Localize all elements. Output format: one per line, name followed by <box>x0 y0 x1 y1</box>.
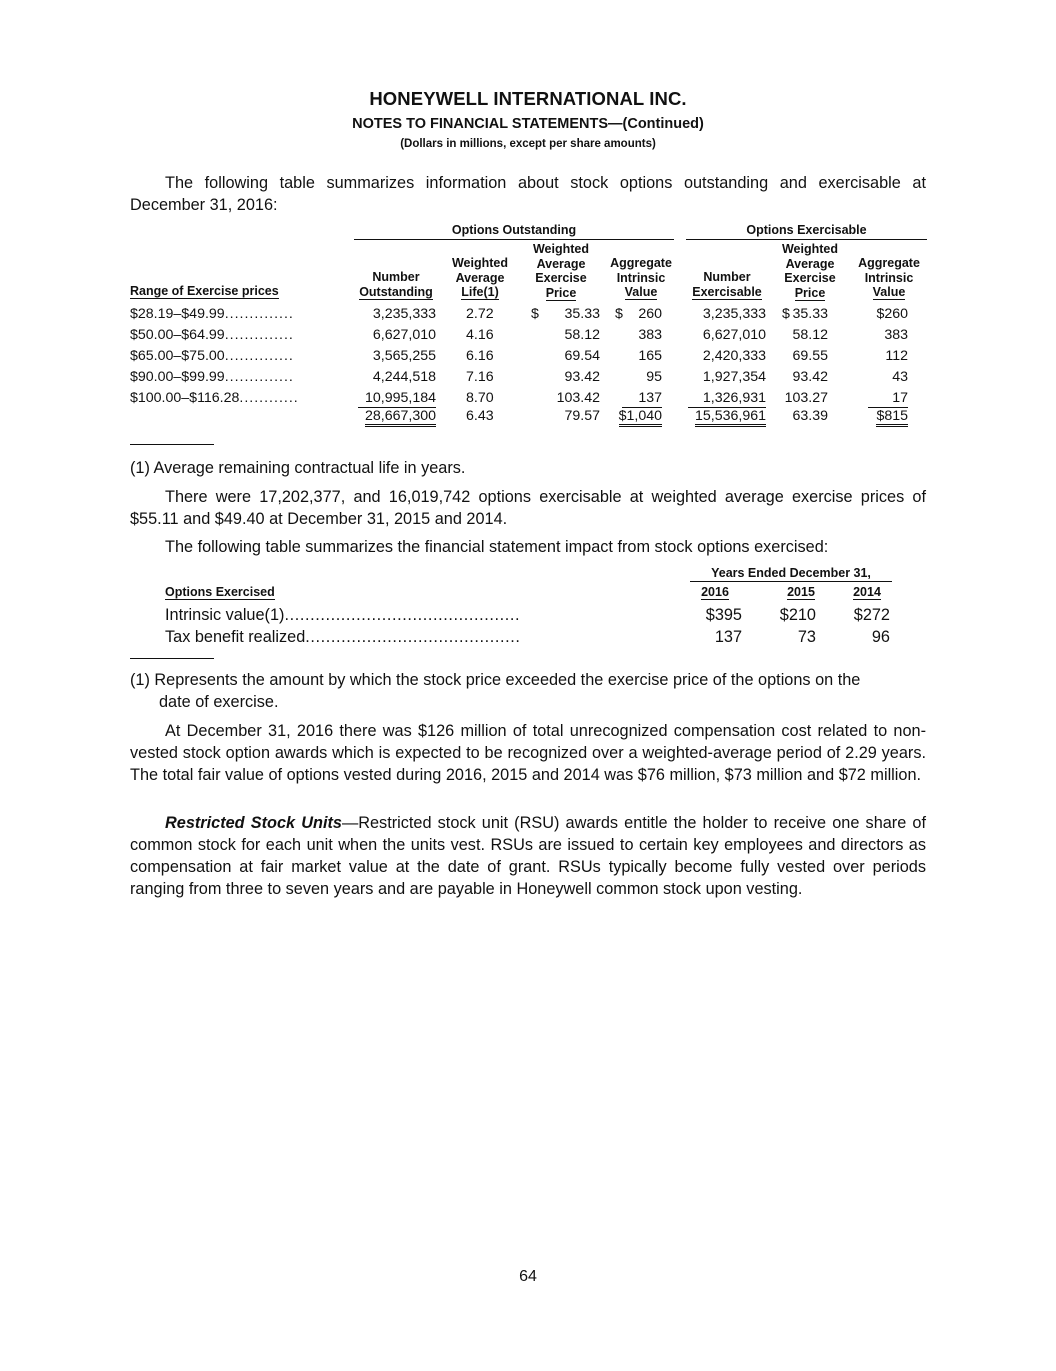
row-ex-price: 69.55 <box>792 348 828 364</box>
col-header-out-value <box>608 256 674 300</box>
footnote-2-line2: date of exercise. <box>159 693 279 711</box>
row-out-price: 58.12 <box>564 327 600 343</box>
leader-dots: .............................................. <box>284 606 521 624</box>
units-note: (Dollars in millions, except per share amounts) <box>400 138 656 150</box>
row-out-price: 103.42 <box>556 390 600 406</box>
col-label-line: Aggregate <box>858 256 920 270</box>
col-label: Options Exercised <box>165 585 275 599</box>
leader-dots: .............. <box>224 327 294 343</box>
rsu-body: —Restricted stock unit (RSU) awards entitle the holder to receive one share of common stock for each unit when the units vest. RSUs are issued to certain key employees and directors as compensation at fair market value at the date of grant. RSUs typically become fully vested over periods ranging from three to seven years and are payable in Honeywell common stock upon vesting. <box>130 814 926 898</box>
row-life: 2.72 <box>466 306 494 322</box>
col-label-line: Exercise <box>535 271 587 285</box>
row-ex-value: 43 <box>892 369 908 385</box>
company-name: HONEYWELL INTERNATIONAL INC. <box>369 88 687 109</box>
row-ex-price: 103.27 <box>784 390 828 406</box>
col-label-line: Intrinsic <box>864 270 914 285</box>
footnote-separator-2 <box>130 658 214 659</box>
cell-value: 10,995,184 <box>358 389 436 408</box>
footnote-separator <box>130 444 214 445</box>
range-label: $65.00–$75.00 <box>130 348 225 364</box>
range-label: $100.00–$116.28 <box>130 390 240 406</box>
col-label-line: Exercisable <box>692 284 762 299</box>
row-life: 8.70 <box>466 390 494 406</box>
row-out-value <box>608 389 662 408</box>
row-range <box>130 305 294 323</box>
row-range <box>130 368 294 386</box>
row-label-text: Intrinsic value(1) <box>165 606 285 624</box>
leader-dots: .......................................... <box>305 628 521 646</box>
row-ex-value <box>852 389 908 408</box>
row-out-value-symbol: $ <box>615 306 623 322</box>
row-out-number: 6,627,010 <box>372 327 436 343</box>
col-label-line: Price <box>794 285 826 300</box>
col-label-line: Weighted <box>532 242 590 256</box>
row-value: 96 <box>871 628 890 646</box>
intro-paragraph-2: The following table summarizes the financial statement impact from stock options exercised: <box>165 538 829 556</box>
row-label <box>165 626 520 648</box>
row-life: 4.16 <box>466 327 494 343</box>
col-label-line: Value <box>624 285 658 299</box>
col-label-line: Weighted <box>451 256 509 270</box>
cell-value: 137 <box>622 389 662 408</box>
cell-value: 17 <box>868 389 908 408</box>
col-label-line: Number <box>372 270 420 284</box>
col-range-label: Range of Exercise prices <box>130 284 279 298</box>
row-out-value: 165 <box>638 348 662 364</box>
rsu-paragraph <box>130 812 926 900</box>
row-ex-number: 6,627,010 <box>702 327 766 343</box>
rsu-heading: Restricted Stock Units <box>165 814 342 832</box>
total-ex-number <box>686 407 766 425</box>
row-range <box>130 347 294 365</box>
row-range <box>130 326 294 344</box>
row-out-price: 93.42 <box>564 369 600 385</box>
row-label <box>165 604 520 626</box>
years-group-header: Years Ended December 31, <box>711 566 871 580</box>
row-ex-price-symbol: $ <box>782 306 790 322</box>
col-label-line: Intrinsic <box>616 270 666 285</box>
col-header-2016 <box>690 585 740 600</box>
group-header-outstanding: Options Outstanding <box>451 223 577 237</box>
row-ex-number <box>686 389 766 408</box>
row-ex-value: $260 <box>876 306 908 322</box>
col-header-2014 <box>842 585 892 600</box>
exercisable-paragraph: There were 17,202,377, and 16,019,742 options exercisable at weighted average exercise prices of $55.11 and $49.40 at December 31, 2015 and 2014. <box>130 488 926 528</box>
col-header-ex-price <box>772 242 848 300</box>
row-ex-value: 112 <box>885 348 908 364</box>
row-range <box>130 389 299 407</box>
total-out-number <box>354 407 436 425</box>
section-title: NOTES TO FINANCIAL STATEMENTS—(Continued) <box>352 116 704 132</box>
range-label: $28.19–$49.99 <box>130 306 225 322</box>
total-out-price: 79.57 <box>564 408 600 424</box>
col-header-2015 <box>776 585 826 600</box>
total-ex-value <box>852 407 908 425</box>
col-label-line: Average <box>785 256 835 271</box>
leader-dots: ............ <box>239 390 299 406</box>
group-rule-outstanding <box>354 239 674 240</box>
col-header-options-exercised <box>165 585 275 600</box>
col-label-line: Exercise <box>784 271 836 285</box>
col-label-line: Outstanding <box>359 284 433 299</box>
total-value: $815 <box>876 408 908 427</box>
col-header-ex-number <box>686 270 768 299</box>
row-value: 137 <box>714 628 742 646</box>
row-value: $272 <box>853 606 890 624</box>
year-label: 2016 <box>701 585 729 599</box>
leader-dots: .............. <box>224 348 294 364</box>
row-out-value: 95 <box>646 369 662 385</box>
intro-paragraph: The following table summarizes information about stock options outstanding and exercisable at December 31, 2016: <box>130 174 926 214</box>
col-label-line: Weighted <box>781 242 839 256</box>
row-ex-price: 35.33 <box>792 306 828 322</box>
row-ex-number: 3,235,333 <box>702 306 766 322</box>
cell-value: 1,326,931 <box>688 389 766 408</box>
row-ex-number: 1,927,354 <box>702 369 766 385</box>
row-ex-price: 93.42 <box>792 369 828 385</box>
total-value: $1,040 <box>619 408 662 427</box>
page-number: 64 <box>519 1268 537 1285</box>
total-ex-price: 63.39 <box>792 408 828 424</box>
col-header-ex-value <box>852 256 926 300</box>
row-label-text: Tax benefit realized <box>165 628 306 646</box>
row-value: $395 <box>705 606 742 624</box>
row-out-price: 35.33 <box>564 306 600 322</box>
group-header-exercisable: Options Exercisable <box>746 223 867 237</box>
row-out-number: 3,565,255 <box>372 348 436 364</box>
col-label-line: Price <box>545 285 577 300</box>
row-out-price: 69.54 <box>564 348 600 364</box>
leader-dots: .............. <box>224 369 294 385</box>
col-label-line: Average <box>455 270 505 285</box>
col-label-line: Average <box>536 256 586 271</box>
total-out-value <box>608 407 662 425</box>
row-value: 73 <box>797 628 816 646</box>
total-value: 15,536,961 <box>695 408 766 427</box>
row-out-number: 4,244,518 <box>372 369 436 385</box>
row-value: $210 <box>779 606 816 624</box>
row-ex-value: 383 <box>884 327 908 343</box>
col-label-line: Aggregate <box>610 256 672 270</box>
col-header-out-life <box>448 256 512 300</box>
col-header-range <box>130 284 279 299</box>
total-value: 28,667,300 <box>365 408 436 427</box>
row-out-value: 260 <box>638 306 662 322</box>
footnote-2-line1: (1) Represents the amount by which the stock price exceeded the exercise price of the options on the <box>130 671 861 689</box>
range-label: $50.00–$64.99 <box>130 327 225 343</box>
col-label-line: Life(1) <box>461 285 499 299</box>
row-ex-price: 58.12 <box>792 327 828 343</box>
year-label: 2015 <box>787 585 815 599</box>
total-life: 6.43 <box>466 408 494 424</box>
row-out-number: 3,235,333 <box>372 306 436 322</box>
col-label-line: Value <box>872 285 906 299</box>
col-header-out-number <box>354 270 438 299</box>
col-header-out-price <box>518 242 604 300</box>
row-out-value: 383 <box>638 327 662 343</box>
years-group-rule <box>690 581 892 582</box>
row-out-price-symbol: $ <box>531 306 539 322</box>
footnote-1: (1) Average remaining contractual life in years. <box>130 459 466 477</box>
row-out-number <box>354 389 436 408</box>
year-label: 2014 <box>853 585 881 599</box>
group-rule-exercisable <box>686 239 927 240</box>
row-life: 7.16 <box>466 369 494 385</box>
compensation-paragraph: At December 31, 2016 there was $126 million of total unrecognized compensation cost related to non-vested stock option awards which is expected to be recognized over a weighted-average period of 2.29 years. The total fair value of options vested during 2016, 2015 and 2014 was $76 million, $73 million and $72 million. <box>130 722 926 784</box>
range-label: $90.00–$99.99 <box>130 369 225 385</box>
row-ex-number: 2,420,333 <box>702 348 766 364</box>
row-life: 6.16 <box>466 348 494 364</box>
col-label-line: Number <box>703 270 751 284</box>
leader-dots: .............. <box>224 306 294 322</box>
